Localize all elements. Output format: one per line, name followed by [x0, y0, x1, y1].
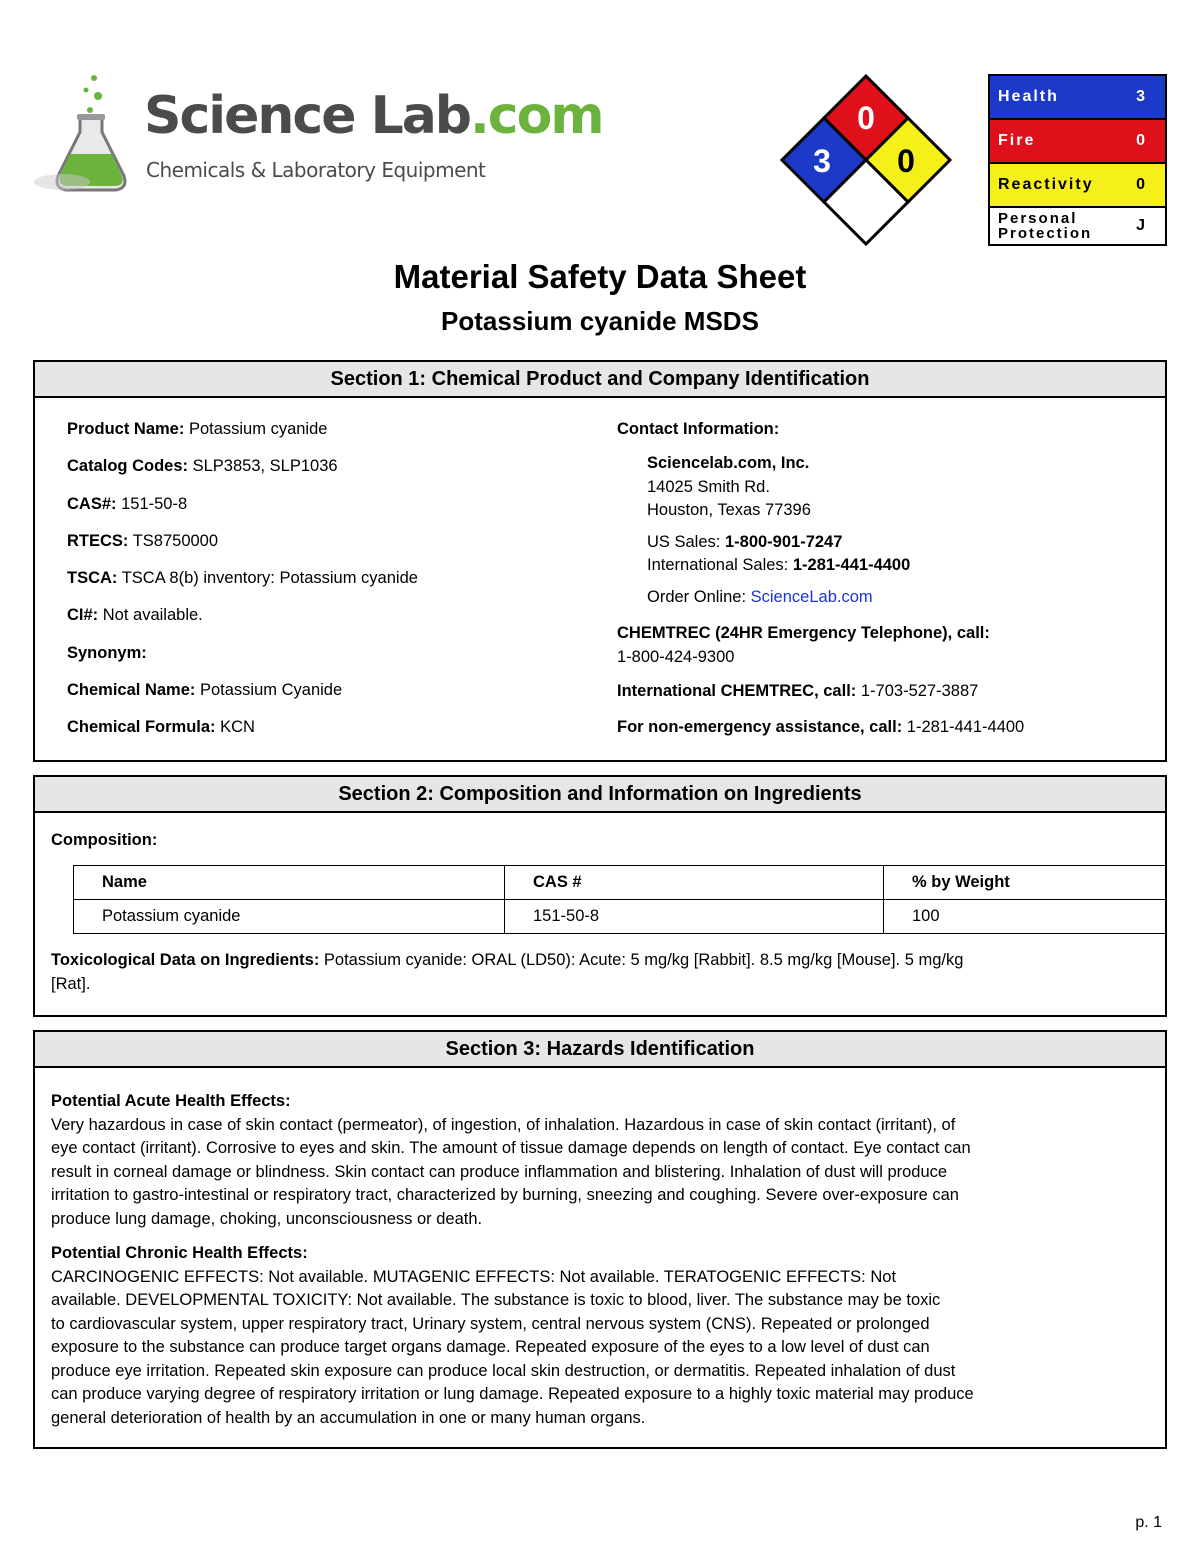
ci-line: CI#: Not available.	[67, 606, 203, 625]
toxicological-data: Toxicological Data on Ingredients: Potassium cyanide: ORAL (LD50): Acute: 5 mg/kg [Rabbit]. 8.5 mg/kg [Mouse]. 5 mg/kg [Rat].	[51, 951, 964, 993]
hmis-reactivity-row	[990, 164, 1165, 208]
contact-info	[617, 420, 1157, 737]
table-cell-name: Potassium cyanide	[74, 900, 505, 934]
product-info	[67, 420, 418, 756]
address-line-1: 14025 Smith Rd.	[647, 477, 770, 496]
section-2-heading: Section 2: Composition and Information on Ingredients	[35, 777, 1165, 813]
us-sales-line: US Sales: 1-800-901-7247	[647, 532, 843, 551]
table-header-weight: % by Weight	[884, 866, 1167, 900]
order-online-link[interactable]: ScienceLab.com	[750, 587, 873, 606]
chemical-name-line: Chemical Name: Potassium Cyanide	[67, 681, 343, 700]
chemical-formula-line: Chemical Formula: KCN	[67, 718, 255, 737]
non-emergency-line: For non-emergency assistance, call: 1-281-441-4400	[617, 718, 1025, 736]
document-title: Material Safety Data Sheet	[393, 258, 807, 295]
section-3	[33, 1030, 1167, 1449]
product-name-line: Product Name: Potassium cyanide	[67, 420, 328, 438]
tsca-line: TSCA: TSCA 8(b) inventory: Potassium cyanide	[67, 569, 418, 588]
hmis-health-row	[990, 76, 1165, 120]
catalog-codes-line: Catalog Codes: SLP3853, SLP1036	[67, 457, 338, 476]
hmis-protection-row	[990, 208, 1165, 244]
logo-tagline: Chemicals & Laboratory Equipment	[146, 158, 486, 182]
synonym-line: Synonym:	[67, 643, 147, 662]
address-line-2: Houston, Texas 77396	[647, 501, 811, 519]
contact-heading: Contact Information:	[617, 420, 780, 438]
sciencelab-logo	[32, 70, 603, 200]
hmis-fire-label: Fire	[998, 132, 1036, 149]
section-1-heading: Section 1: Chemical Product and Company Identification	[35, 362, 1165, 398]
nfpa-diamond	[780, 74, 952, 250]
hmis-protection-label: Personal Protection	[998, 210, 1093, 242]
hmis-protection-value: J	[1136, 217, 1147, 234]
intl-sales-line: International Sales: 1-281-441-4400	[647, 556, 911, 574]
table-header-cas: CAS #	[505, 866, 884, 900]
page-number: p. 1	[1135, 1514, 1162, 1531]
hmis-reactivity-value: 0	[1136, 176, 1147, 193]
table-row	[74, 900, 1167, 934]
nfpa-reactivity-value: 0	[897, 143, 915, 179]
section-2	[33, 775, 1167, 1017]
company-name: Sciencelab.com, Inc.	[647, 454, 810, 472]
document-subtitle: Potassium cyanide MSDS	[441, 306, 759, 336]
intl-chemtrec-line: International CHEMTREC, call: 1-703-527-3887	[617, 682, 979, 700]
hmis-label	[988, 74, 1167, 246]
table-cell-cas: 151-50-8	[505, 900, 884, 934]
nfpa-fire-value: 0	[857, 100, 875, 136]
logo-brand: Science Lab.com	[144, 86, 603, 146]
rtecs-line: RTECS: TS8750000	[67, 531, 219, 550]
acute-effects: Potential Acute Health Effects: Very hazardous in case of skin contact (permeator), of ingestion, of inhalation. Hazardous in case of skin contact (irritant), of eye contact (irritant). Corrosive to eyes and skin. The amount of tissue damage depends on length of contact. Eye contact can result in corneal damage or blindness. Skin contact can produce inflammation and blistering. Inhalation of dust will produce irritation to gastro-intestinal or respiratory tract, characterized by burning, sneezing and coughing. Severe over-exposure can produce lung damage, choking, unconsciousness or death.	[51, 1090, 1151, 1231]
hmis-fire-value: 0	[1136, 132, 1147, 149]
chemtrec-label: CHEMTREC (24HR Emergency Telephone), call:	[617, 624, 990, 642]
chemtrec-block	[617, 621, 1157, 669]
cas-line: CAS#: 151-50-8	[67, 494, 188, 513]
nfpa-health-value: 3	[813, 143, 831, 179]
chemtrec-number: 1-800-424-9300	[617, 648, 735, 666]
composition-table	[73, 865, 1167, 934]
table-header-name: Name	[74, 866, 505, 900]
section-3-heading: Section 3: Hazards Identification	[35, 1032, 1165, 1068]
company-address	[617, 452, 1157, 609]
hmis-health-label: Health	[998, 88, 1059, 105]
chronic-effects-label: Potential Chronic Health Effects:	[51, 1244, 308, 1262]
table-cell-weight: 100	[884, 900, 1167, 934]
flask-icon	[32, 70, 142, 200]
hmis-health-value: 3	[1136, 88, 1147, 105]
section-1	[33, 360, 1167, 762]
composition-label: Composition:	[51, 831, 158, 849]
table-header-row	[74, 866, 1167, 900]
chronic-effects: Potential Chronic Health Effects: CARCINOGENIC EFFECTS: Not available. MUTAGENIC EFFECTS: Not available. TERATOGENIC EFFECTS: Not available. DEVELOPMENTAL TOXICITY: Not available. The substance is toxic to blood, liver. The substance may be toxic to cardiovascular system, upper respiratory tract, Urinary system, central nervous system (CNS). Repeated or prolonged exposure to the substance can produce target organs damage. Repeated exposure of the eyes to a low level of dust can produce eye irritation. Repeated skin exposure can produce local skin destruction, or dermatitis. Repeated inhalation of dust can produce varying degree of respiratory irritation or lung damage. Repeated exposure to a highly toxic material may produce general deterioration of health by an accumulation in one or many human organs.	[51, 1242, 1151, 1430]
hmis-fire-row	[990, 120, 1165, 164]
order-online-line: Order Online: ScienceLab.com	[647, 587, 873, 606]
hmis-reactivity-label: Reactivity	[998, 176, 1094, 193]
acute-effects-label: Potential Acute Health Effects:	[51, 1092, 291, 1110]
